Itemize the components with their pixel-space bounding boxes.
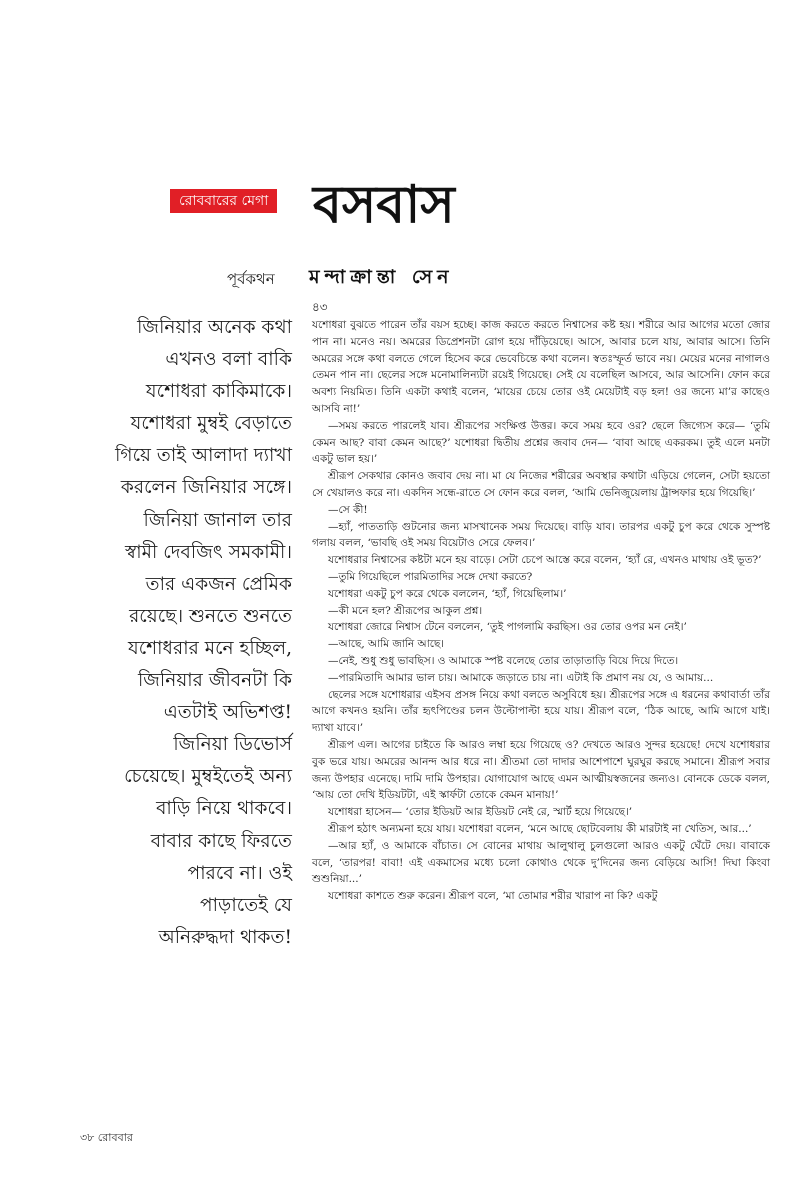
article-body bbox=[312, 300, 770, 905]
article-paragraph: —কী মনে হল? শ্রীরূপের আকুল প্রশ্ন। bbox=[328, 604, 483, 617]
pull-quote bbox=[70, 312, 292, 954]
article-paragraph: শ্রীরূপ এল। আগের চাইতে কি আরও লম্বা হয়ে গিয়েছে ও? দেখতে আরও সুন্দর হয়েছে! দেখে যশোধরার বুক ভরে যায়। অমরের আনন্দ আর ধরে না। শ্রীতমা তো দাদার আশেপাশে ঘুরঘুর করছে সমানে। শ্রীরূপ সবার জন্য উপহার এনেছে। দামি দামি উপহার। যোগাযোগ আছে এমন আত্মীয়স্বজনের জন্যও। বোনকে ডেকে বলল, ‘আয় তো দেখি ইডিয়টটা, এই স্কার্ফটা তোকে কেমন মানায়!’ bbox=[312, 738, 770, 802]
pull-quote-line: এখনও বলা বাকি bbox=[165, 349, 292, 371]
pull-quote-line: গিয়ে তাই আলাদা দ্যাখা bbox=[115, 445, 292, 467]
article-paragraph: যশোধরা কাশতে শুরু করেন। শ্রীরূপ বলে, ‘মা তোমার শরীর খারাপ না কি? একটু bbox=[328, 890, 658, 903]
pull-quote-line: চেয়েছে। মুম্বইতেই অন্য bbox=[124, 766, 292, 788]
article-paragraph: —সময় করতে পারলেই যাব। শ্রীরূপের সংক্ষিপ্ত উত্তর। কবে সময় হবে ওর? ছেলে জিগ্যেস করে— ‘তুমি কেমন আছ? বাবা কেমন আছে?’ যশোধরা দ্বিতীয় প্রশ্নের জবাব দেন— ‘বাবা আছে একরকম। তুই এলে মনটা একটু ভাল হয়।’ bbox=[312, 419, 770, 466]
article-paragraph: —নেই, শুধু শুধু ভাবছিস। ও আমাকে স্পষ্ট বলেছে তোর তাড়াতাড়ি বিয়ে দিয়ে দিতে। bbox=[328, 654, 679, 667]
pull-quote-line: রয়েছে। শুনতে শুনতে bbox=[129, 605, 292, 627]
pull-quote-line: জিনিয়া জানাল তার bbox=[143, 509, 292, 531]
pull-quote-line: জিনিয়ার জীবনটা কি bbox=[137, 670, 292, 692]
pull-quote-line: তার একজন প্রেমিক bbox=[145, 573, 292, 595]
pull-quote-line: এতটাই অভিশপ্ত! bbox=[163, 702, 292, 724]
article-paragraph: —আর হ্যাঁ, ও আমাকে বাঁচাত। সে বোনের মাথায় আলুথালু চুলগুলো আরও একটু ঘেঁটে দেয়। বাবাকে বলে, ‘তারপর! বাবা! এই একমাসের মধ্যে চলো কোথাও থেকে দু’দিনের জন্য বেড়িয়ে আসি! দিঘা কিংবা শুশুনিয়া...’ bbox=[312, 839, 770, 886]
article-paragraph: —তুমি গিয়েছিলে পারমিতাদির সঙ্গে দেখা করতে? bbox=[328, 570, 533, 583]
pull-quote-line: করলেন জিনিয়ার সঙ্গে। bbox=[120, 477, 292, 499]
paragraph-list bbox=[312, 317, 770, 905]
author-name: মন্দাক্রান্তা সেন bbox=[309, 266, 454, 288]
article-paragraph: যশোধরার নিশ্বাসের কষ্টটা মনে হয় বাড়ে। সেটা চেপে আস্তে করে বলেন, ‘হ্যাঁ রে, এখনও মাথায় ওই ভূত?’ bbox=[328, 554, 762, 567]
story-title: বসবাস bbox=[313, 175, 455, 235]
section-badge: রোববারের মেগা bbox=[170, 189, 277, 213]
pull-quote-line: স্বামী দেবজিৎ সমকামী। bbox=[124, 541, 292, 563]
pull-quote-line: পাড়াতেই যে bbox=[200, 894, 292, 916]
pull-quote-line: অনিরুদ্ধদা থাকত! bbox=[158, 926, 292, 948]
pull-quote-line: জিনিয়ার অনেক কথা bbox=[137, 317, 292, 338]
pull-quote-line: বাড়ি নিয়ে থাকবে। bbox=[156, 798, 292, 820]
article-paragraph: —পারমিতাদি আমার ভাল চায়। আমাকে জড়াতে চায় না। এটাই কি প্রমাণ নয় যে, ও আমায়... bbox=[328, 671, 714, 684]
article-paragraph: —আছে, আমি জানি আছে। bbox=[328, 638, 445, 651]
article-paragraph: শ্রীরূপ সেকথার কোনও জবাব দেয় না। মা যে নিজের শরীরের অবস্থার কথাটা এড়িয়ে গেলেন, সেটা হয়তো সে খেয়ালও করে না। একদিন সন্ধে-রাতে সে ফোন করে বলল, ‘আমি ভেনিজুয়েলায় ট্রান্সফার হয়ে গিয়েছি।’ bbox=[312, 470, 770, 499]
article-paragraph: ছেলের সঙ্গে যশোধরার এইসব প্রসঙ্গ নিয়ে কথা বলতে অসুবিধে হয়। শ্রীরূপের সঙ্গে এ ধরনের কথাবার্তা তাঁর আগে কখনও হয়নি। তাঁর হৃৎপিণ্ডের চলন উল্টোপাল্টা হয়ে যায়। শ্রীরূপ বলে, ‘ঠিক আছে, আমি আগে যাই। দ্যাখা যাবে।’ bbox=[312, 688, 770, 735]
chapter-number: ৪৩ bbox=[312, 300, 328, 314]
story-header bbox=[170, 175, 770, 240]
article-paragraph: যশোধরা জোরে নিশ্বাস টেনে বললেন, ‘তুই পাগলামি করছিস। ওর তোর ওপর মন নেই।’ bbox=[328, 621, 687, 634]
pull-quote-line: জিনিয়া ডিভোর্স bbox=[173, 734, 292, 756]
article-paragraph: —হ্যাঁ, পাততাড়ি গুটনোর জন্য মাসখানেক সময় দিয়েছে। বাড়ি যাব। তারপর একটু চুপ করে থেকে সুস্পষ্ট গলায় বলল, ‘ভাবছি ওই সময় বিয়েটাও সেরে ফেলব।’ bbox=[312, 520, 770, 550]
prelude-label: পূর্বকথন bbox=[227, 270, 275, 288]
page-footer: ৩৮ রোববার bbox=[80, 1131, 133, 1144]
article-paragraph: —সে কী! bbox=[328, 503, 368, 516]
pull-quote-line: পারবে না। ওই bbox=[187, 862, 292, 884]
pull-quote-line: যশোধরা কাকিমাকে। bbox=[145, 381, 292, 403]
article-paragraph: যশোধরা হাসেন— ‘তোর ইডিয়ট আর ইডিয়ট নেই রে, স্মার্ট হয়ে গিয়েছে।’ bbox=[328, 806, 633, 819]
article-paragraph: যশোধরা বুঝতে পারেন তাঁর বয়স হচ্ছে। কাজ করতে করতে নিশ্বাসের কষ্ট হয়। শরীরে আর আগের মতো জোর পান না। মনেও নয়। অমরের ডিপ্রেশনটা রোগ হয়ে দাঁড়িয়েছে। আসে, আবার চলে যায়, আবার আসে। তিনি অমরের সঙ্গে কথা বলতে গেলে হিসেব করে ভেবেচিন্তে কথা বলেন। স্বতঃস্ফূর্ত ভাবে নয়। মেয়ের মনের নাগালও তেমন পান না। ছেলের সঙ্গে মনোমালিন্যটা রয়েই গিয়েছে। সেই যে বলেছিল আসবে, আর আসেনি। ফোন করে অবশ্য নিয়মিত। তিনি একটা কথাই বলেন, ‘মায়ের চেয়ে তোর ওই মেয়েটাই বড় হল! ওর জন্যে মা’র কাছেও আসবি না!’ bbox=[312, 319, 770, 415]
pull-quote-line: বাবার কাছে ফিরতে bbox=[150, 830, 292, 852]
article-paragraph: শ্রীরূপ হঠাৎ অন্যমনা হয়ে যায়। যশোধরা বলেন, ‘মনে আছে ছোটবেলায় কী মারটাই না খেতিস, আর...’ bbox=[328, 822, 752, 835]
article-paragraph: যশোধরা একটু চুপ করে থেকে বললেন, ‘হ্যাঁ, গিয়েছিলাম।’ bbox=[328, 587, 567, 600]
pull-quote-line: যশোধরার মনে হচ্ছিল, bbox=[127, 637, 292, 659]
pull-quote-line: যশোধরা মুম্বই বেড়াতে bbox=[130, 413, 292, 435]
